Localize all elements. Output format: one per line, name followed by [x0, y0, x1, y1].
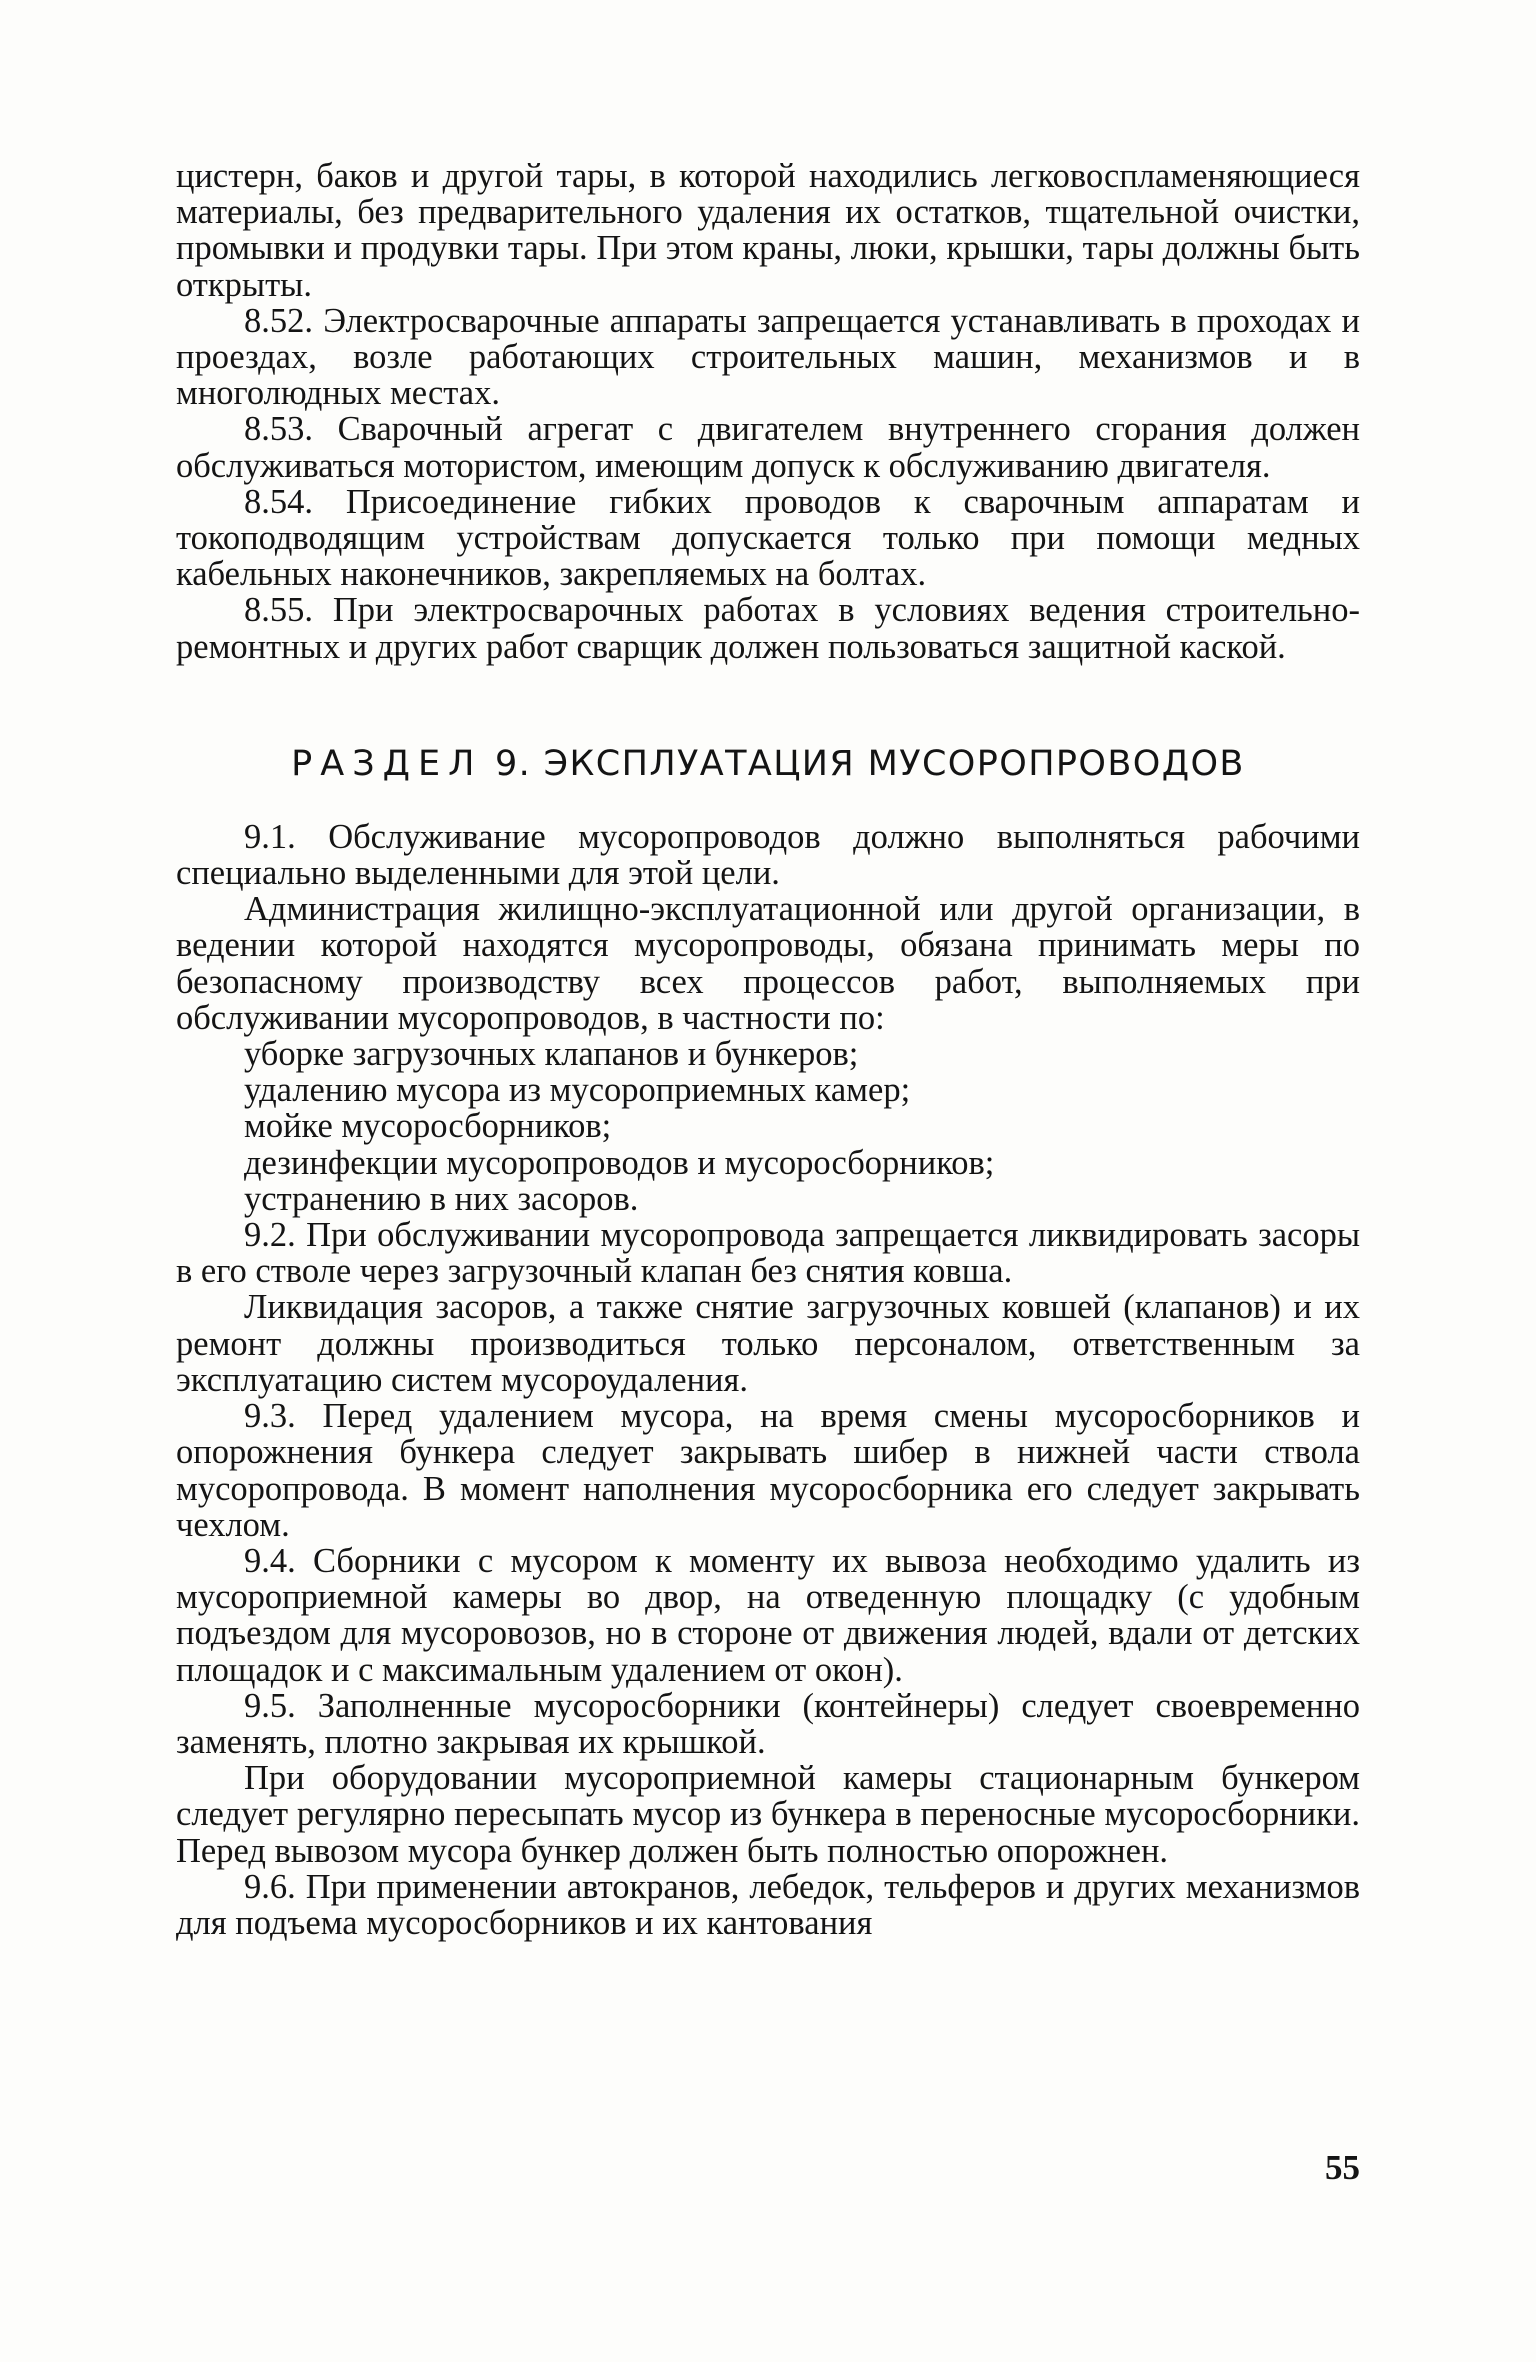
- list-item: дезинфекции мусоропроводов и мусоросборников;: [244, 1143, 995, 1182]
- list-item: уборке загрузочных клапанов и бункеров;: [244, 1035, 859, 1074]
- paragraph-9-5: 9.5. Заполненные мусоросборники (контейнеры) следует своевременно заменять, плотно закрывая их крышкой.: [176, 1686, 1360, 1761]
- paragraph-8-52: 8.52. Электросварочные аппараты запрещается устанавливать в проходах и проездах, возле работающих строительных машин, механизмов и в многолюдных местах.: [176, 301, 1360, 413]
- section-title: 9. ЭКСПЛУАТАЦИЯ МУСОРОПРОВОДОВ: [494, 743, 1245, 784]
- list-item: устранению в них засоров.: [244, 1179, 639, 1218]
- list-item: мойке мусоросборников;: [244, 1107, 612, 1146]
- paragraph-administration: Администрация жилищно-эксплуатационной или другой организации, в ведении которой находятся мусоропроводы, обязана принимать меры по безопасному производству всех процессов работ, выполняемых при обслуживании мусоропроводов, в частности по:: [176, 890, 1360, 1037]
- body-text: [176, 158, 1360, 1941]
- paragraph-9-1: 9.1. Обслуживание мусоропроводов должно выполняться рабочими специально выделенными для этой цели.: [176, 817, 1360, 893]
- paragraph-bunker: При оборудовании мусороприемной камеры стационарным бункером следует регулярно пересыпать мусор из бункера в переносные мусоросборники. Перед вывозом мусора бункер должен быть полностью опорожнен.: [176, 1759, 1360, 1870]
- section-word: РАЗДЕЛ: [291, 743, 483, 784]
- paragraph-intro: цистерн, баков и другой тары, в которой находились легковоспламеняющиеся материалы, без предварительного удаления их остатков, тщательной очистки, промывки и продувки тары. При этом краны, люки, крышки, тары должны быть открыты.: [176, 157, 1360, 304]
- paragraph-9-2: 9.2. При обслуживании мусоропровода запрещается ликвидировать засоры в его стволе через загрузочный клапан без снятия ковша.: [176, 1216, 1360, 1291]
- paragraph-8-53: 8.53. Сварочный агрегат с двигателем внутреннего сгорания должен обслуживаться мотористом, имеющим допуск к обслуживанию двигателя.: [176, 410, 1360, 485]
- paragraph-8-54: 8.54. Присоединение гибких проводов к сварочным аппаратам и токоподводящим устройствам допускается только при помощи медных кабельных наконечников, закрепляемых на болтах.: [176, 482, 1360, 594]
- section-heading: [176, 744, 1360, 784]
- paragraph-8-55: 8.55. При электросварочных работах в условиях ведения строительно-ремонтных и других работ сварщик должен пользоваться защитной каской.: [176, 591, 1360, 666]
- paragraph-9-3: 9.3. Перед удалением мусора, на время смены мусоросборников и опорожнения бункера следует закрывать шибер в нижней части ствола мусоропровода. В момент наполнения мусоросборника его следует закрывать чехлом.: [176, 1397, 1360, 1544]
- paragraph-9-4: 9.4. Сборники с мусором к моменту их вывоза необходимо удалить из мусороприемной камеры во двор, на отведенную площадку (с удобным подъездом для мусоровозов, но в стороне от движения людей, вдали от детских площадок и с максимальным удалением от окон).: [176, 1541, 1360, 1689]
- paragraph-liquidation: Ликвидация засоров, а также снятие загрузочных ковшей (клапанов) и их ремонт должны производиться только персоналом, ответственным за эксплуатацию систем мусороудаления.: [176, 1288, 1360, 1399]
- paragraph-9-6: 9.6. При применении автокранов, лебедок, тельферов и других механизмов для подъема мусоросборников и их кантования: [176, 1867, 1360, 1942]
- list-item: удалению мусора из мусороприемных камер;: [244, 1071, 911, 1110]
- page-number: 55: [1325, 2148, 1360, 2187]
